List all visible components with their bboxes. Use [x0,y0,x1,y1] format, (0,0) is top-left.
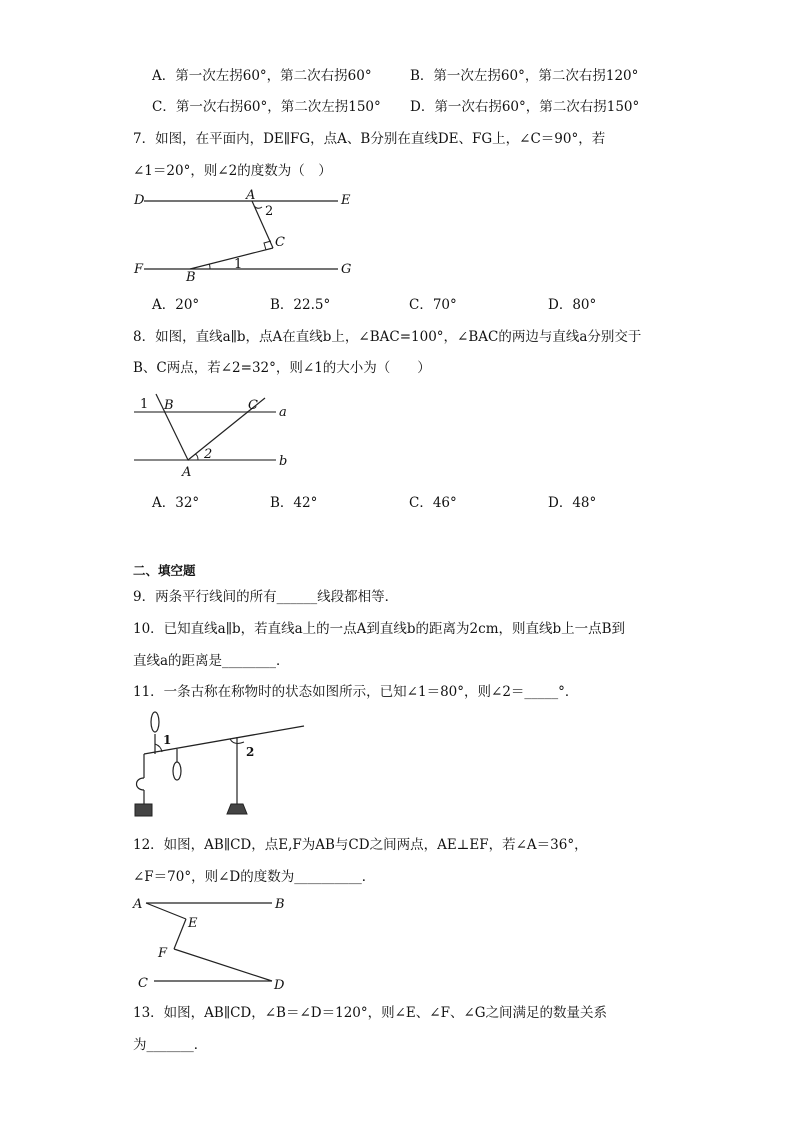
q10-stem-line2: 直线a的距离是________． [133,653,290,669]
label-b: B [186,270,196,285]
label-f: F [158,946,168,961]
q12-figure [130,894,295,993]
label-a: A [246,188,256,203]
q6-option-d: D．第一次右拐60°，第二次右拐150° [410,99,640,115]
label-angle-1: 1 [140,397,149,412]
counterweight [227,804,247,814]
label-c: C [275,235,285,250]
hook [137,778,145,790]
q6-option-a: A．第一次左拐60°，第二次右拐60° [152,68,372,84]
q8-option-d: D．48° [548,495,597,511]
label-a-point: A [182,465,192,480]
q8-option-b: B．42° [270,495,318,511]
q7-stem-line2: ∠1＝20°，则∠2的度数为（ ） [133,163,332,179]
q8-stem-line2: B、C两点，若∠2=32°，则∠1的大小为（ ） [133,360,431,376]
q7-figure [130,188,370,284]
q8-figure [130,388,295,480]
weight-block [135,804,152,816]
angle-1-arc [209,264,210,269]
segment-ef [174,919,186,949]
q9-stem: 9．两条平行线间的所有______线段都相等． [133,589,399,605]
label-d: D [274,978,285,993]
q8-option-a: A．32° [152,495,200,511]
label-b: B [275,897,285,912]
segment-ae [146,903,186,919]
q12-stem-line2: ∠F＝70°，则∠D的度数为__________． [133,869,376,885]
q8-option-c: C．46° [409,495,457,511]
q7-option-a: A．20° [152,297,200,313]
label-e: E [341,193,351,208]
label-b-line: b [279,454,288,469]
q13-stem-line1: 13．如图，AB∥CD，∠B＝∠D＝120°，则∠E、∠F、∠G之间满足的数量关系 [133,1005,608,1021]
section-heading: 二、填空题 [133,563,196,578]
label-e: E [188,916,198,931]
label-angle-1: 1 [163,733,172,747]
top-ring [151,712,159,732]
q7-stem-line1: 7．如图，在平面内，DE∥FG，点A、B分别在直线DE、FG上，∠C＝90°，若 [133,131,606,147]
label-angle-2: 2 [204,447,213,462]
label-c: C [248,398,258,413]
label-g: G [341,262,352,277]
q6-option-c: C．第一次右拐60°，第二次左拐150° [152,99,381,115]
q7-option-b: B．22.5° [270,297,331,313]
label-c: C [138,976,148,991]
q6-option-b: B．第一次左拐60°，第二次右拐120° [410,68,639,84]
label-a: A [133,897,143,912]
q7-option-c: C．70° [409,297,457,313]
q8-stem-line1: 8．如图，直线a∥b，点A在直线b上，∠BAC=100°，∠BAC的两边与直线a分别交于 [133,329,642,345]
segment-fd [174,949,272,981]
label-angle-2: 2 [246,745,255,759]
q11-stem: 11．一条古称在称物时的状态如图所示，已知∠1＝80°，则∠2＝_____°． [133,684,579,700]
q7-option-d: D．80° [548,297,597,313]
label-d: D [134,193,145,208]
q13-stem-line2: 为_______． [133,1037,208,1053]
segment-cb [190,248,273,269]
label-angle-2: 2 [265,204,274,219]
label-b: B [164,398,174,413]
q11-figure [130,708,310,822]
q12-stem-line1: 12．如图，AB∥CD，点E,F为AB与CD之间两点，AE⊥EF，若∠A＝36°， [133,837,588,853]
q10-stem-line1: 10．已知直线a∥b，若直线a上的一点A到直线b的距离为2cm，则直线b上一点B到 [133,621,626,637]
side-ring [173,762,181,780]
label-f: F [134,262,144,277]
label-a-line: a [279,405,287,420]
label-angle-1: 1 [234,257,243,272]
